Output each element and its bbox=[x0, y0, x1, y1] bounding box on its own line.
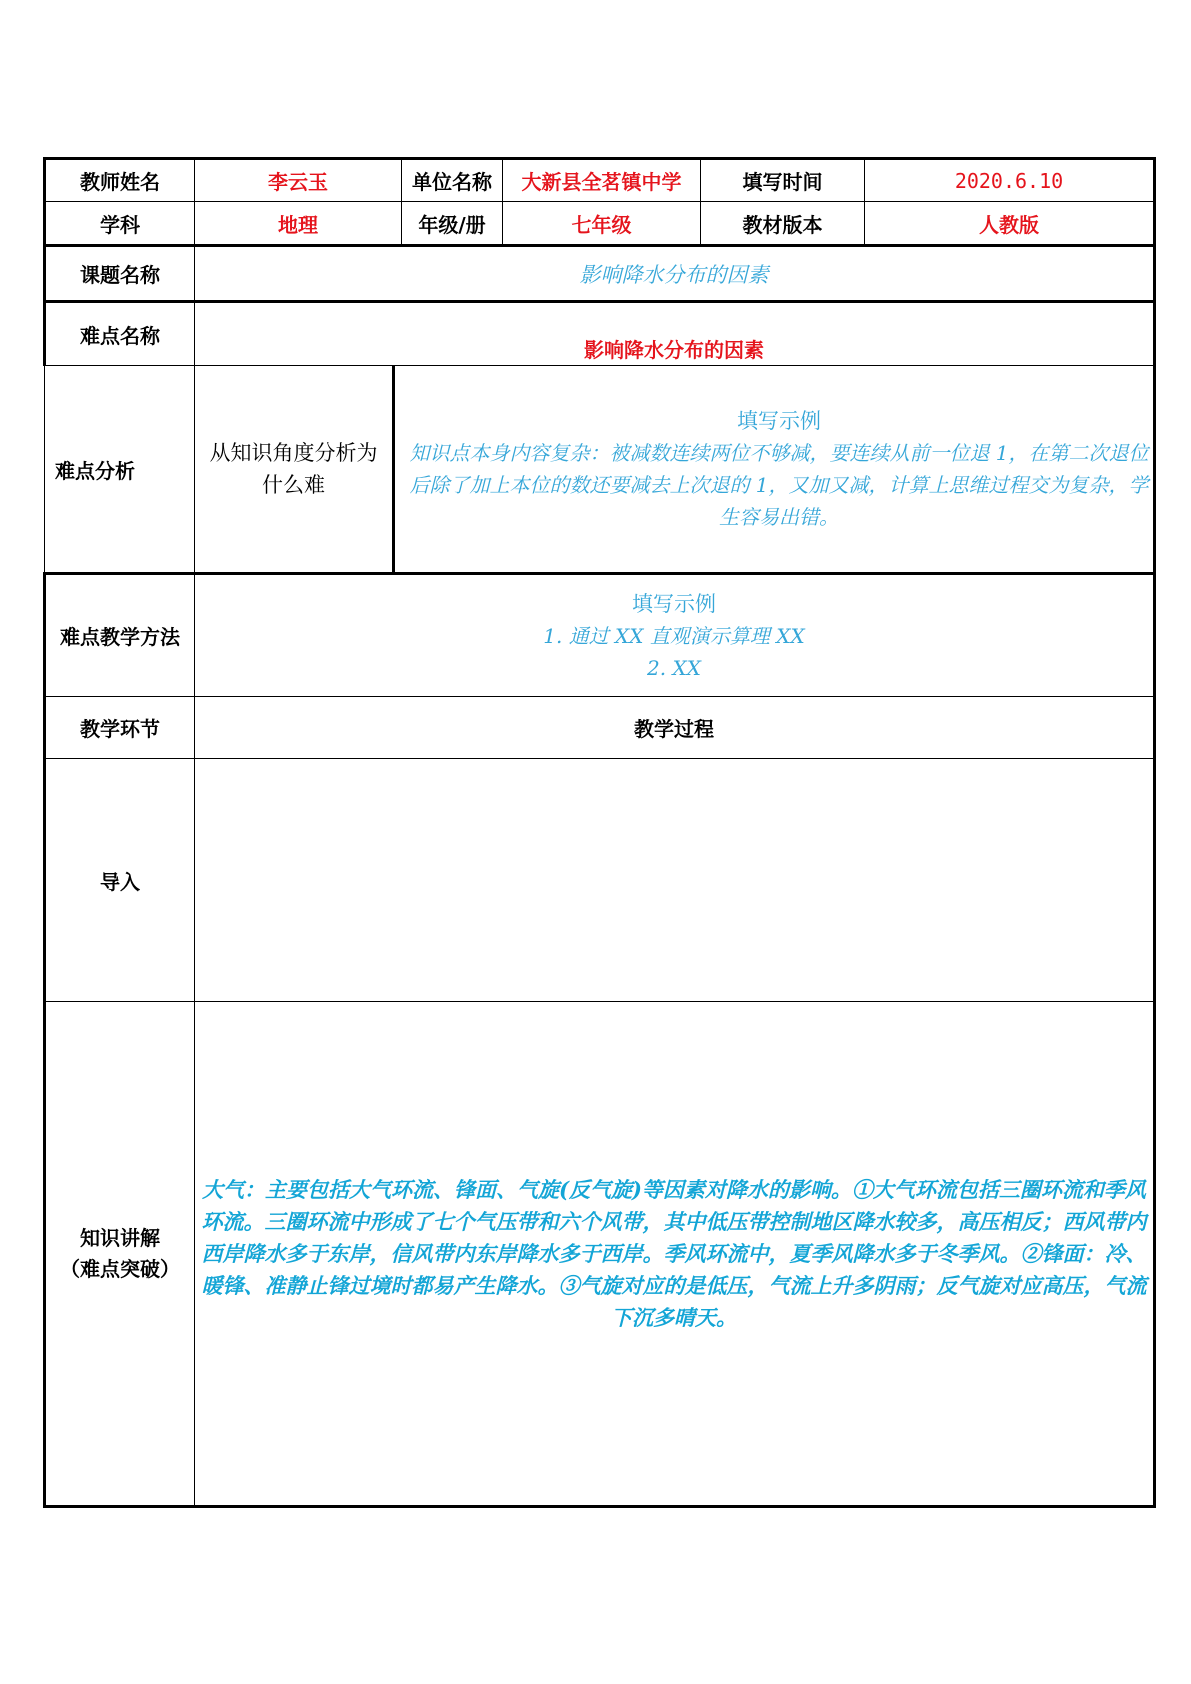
topic-label: 课题名称 bbox=[45, 246, 195, 302]
edition-value: 人教版 bbox=[865, 202, 1155, 246]
method-row bbox=[45, 574, 1155, 697]
analysis-hint-text: 知识点本身内容复杂：被减数连续两位不够减，要连续从前一位退 1，在第二次退位后除了加上本位的数还要减去上次退的 1，又加又减，计算上思维过程交为复杂，学生容易出错。 bbox=[409, 441, 1149, 529]
date-label: 填写时间 bbox=[701, 159, 865, 202]
method-content bbox=[195, 574, 1155, 697]
process-header-row bbox=[45, 697, 1155, 759]
analysis-row bbox=[45, 366, 1155, 574]
grade-label: 年级/册 bbox=[402, 202, 503, 246]
stage-label: 教学环节 bbox=[45, 697, 195, 759]
knowledge-label bbox=[45, 1002, 195, 1507]
intro-content bbox=[195, 759, 1155, 1002]
edition-label: 教材版本 bbox=[701, 202, 865, 246]
header-row-1 bbox=[45, 159, 1155, 202]
knowledge-row bbox=[45, 1002, 1155, 1507]
header-row-2 bbox=[45, 202, 1155, 246]
unit-label: 单位名称 bbox=[402, 159, 503, 202]
analysis-hint-title: 填写示例 bbox=[737, 409, 821, 433]
difficulty-row bbox=[45, 302, 1155, 366]
analysis-content bbox=[394, 366, 1155, 574]
date-value: 2020.6.10 bbox=[865, 159, 1155, 202]
method-label: 难点教学方法 bbox=[45, 574, 195, 697]
teacher-value: 李云玉 bbox=[195, 159, 402, 202]
topic-value: 影响降水分布的因素 bbox=[195, 246, 1155, 302]
teacher-label: 教师姓名 bbox=[45, 159, 195, 202]
difficulty-label: 难点名称 bbox=[45, 302, 195, 366]
method-item-2: 2. XX bbox=[647, 655, 701, 680]
knowledge-content bbox=[195, 1002, 1155, 1507]
knowledge-text: 大气：主要包括大气环流、锋面、气旋(反气旋)等因素对降水的影响。①大气环流包括三圈环流和季风环流。三圈环流中形成了七个气压带和六个风带，其中低压带控制地区降水较多，高压相反；西风带内西岸降水多于东岸，信风带内东岸降水多于西岸。季风环流中，夏季风降水多于冬季风。②锋面：冷、暖锋、准静止锋过境时都易产生降水。③气旋对应的是低压，气流上升多阴雨；反气旋对应高压，气流下沉多晴天。 bbox=[201, 1176, 1147, 1330]
knowledge-label-line1: 知识讲解 bbox=[80, 1225, 160, 1250]
intro-label: 导入 bbox=[45, 759, 195, 1002]
analysis-sub-label: 从知识角度分析为什么难 bbox=[195, 366, 394, 574]
intro-row bbox=[45, 759, 1155, 1002]
lesson-plan-table bbox=[43, 157, 1156, 1508]
unit-value: 大新县全茗镇中学 bbox=[503, 159, 701, 202]
topic-row bbox=[45, 246, 1155, 302]
subject-label: 学科 bbox=[45, 202, 195, 246]
difficulty-value: 影响降水分布的因素 bbox=[195, 302, 1155, 366]
analysis-label: 难点分析 bbox=[45, 366, 195, 574]
process-label: 教学过程 bbox=[195, 697, 1155, 759]
subject-value: 地理 bbox=[195, 202, 402, 246]
grade-value: 七年级 bbox=[503, 202, 701, 246]
method-item-1: 1. 通过 XX 直观演示算理 XX bbox=[543, 623, 805, 648]
knowledge-label-line2: （难点突破） bbox=[60, 1256, 180, 1281]
method-hint-title: 填写示例 bbox=[632, 591, 716, 616]
